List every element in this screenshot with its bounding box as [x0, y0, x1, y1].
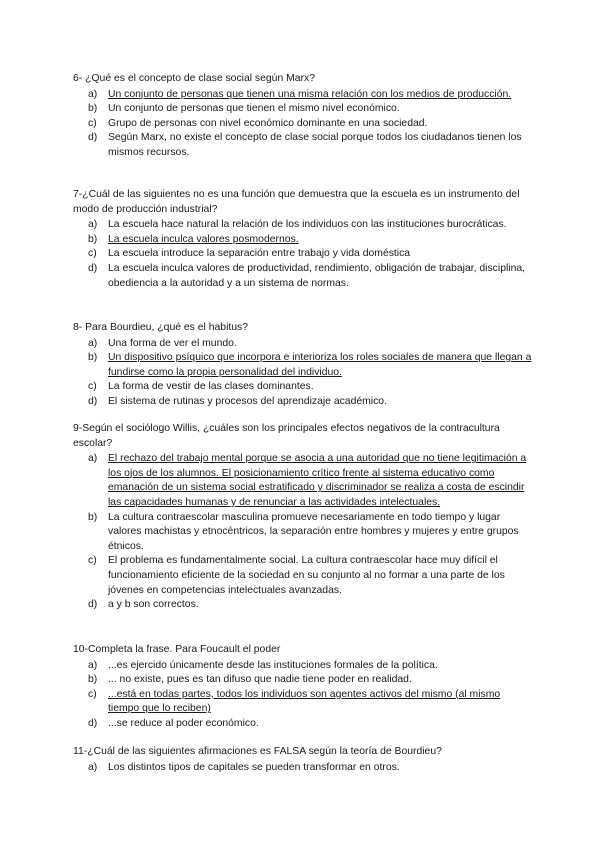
question-10: [73, 643, 533, 732]
option-a: [73, 761, 533, 776]
option-text-underlined: ...está en todas partes, todos los individuos son agentes activos del mismo (al mismo tiempo que lo reciben): [108, 688, 501, 715]
option-c: [73, 380, 533, 395]
option-text: ...se reduce al poder económico.: [108, 717, 259, 729]
option-text: La escuela introduce la separación entre trabajo y vida doméstica: [108, 248, 411, 260]
question-text: 10-Completa la frase. Para Foucault el poder: [73, 644, 281, 655]
option-a: [73, 337, 533, 352]
option-text: El sistema de rutinas y procesos del aprendizaje académico.: [108, 395, 387, 407]
option-text: Una forma de ver el mundo.: [108, 337, 237, 349]
option-label: c): [88, 248, 97, 260]
option-label: c): [88, 117, 97, 129]
option-label: b): [88, 674, 98, 686]
option-text: a y b son correctos.: [108, 599, 199, 611]
option-text: Los distintos tipos de capitales se pueden transformar en otros.: [108, 761, 400, 773]
option-label: a): [88, 219, 98, 231]
option-b: [73, 351, 533, 380]
option-text-underlined: Un conjunto de personas que tienen una misma relación con los medios de producción.: [108, 88, 512, 100]
option-a: [73, 452, 533, 510]
option-d: [73, 131, 533, 160]
option-label: a): [88, 761, 98, 773]
option-label: a): [88, 88, 98, 100]
question-6: [73, 72, 533, 161]
question-text: 8- Para Bourdieu, ¿qué es el habitus?: [73, 322, 249, 333]
option-a: [73, 88, 533, 103]
option-d: [73, 262, 533, 291]
question-text: 9-Según el sociólogo Willis, ¿cuáles son los principales efectos negativos de la contracultura escolar?: [73, 423, 500, 449]
option-label: b): [88, 103, 98, 115]
question-text: 11-¿Cuál de las siguientes afirmaciones es FALSA según la teoría de Bourdieu?: [73, 746, 442, 757]
option-text: La forma de vestir de las clases dominantes.: [108, 381, 314, 393]
option-text: La cultura contraescolar masculina promueve necesariamente en todo tiempo y lugar valores machistas y etnocéntricos, la separación entre hombres y mujeres y entre grupos étnicos.: [108, 511, 519, 552]
question-7: [73, 188, 533, 291]
option-c: [73, 117, 533, 132]
option-text-underlined: La escuela inculca valores posmodernos.: [108, 233, 299, 245]
option-c: [73, 688, 533, 717]
question-text: 6- ¿Qué es el concepto de clase social según Marx?: [73, 73, 315, 84]
option-label: d): [88, 717, 98, 729]
option-label: b): [88, 233, 98, 245]
option-label: c): [88, 688, 97, 700]
option-label: b): [88, 511, 98, 523]
option-label: c): [88, 555, 97, 567]
option-text: La escuela inculca valores de productividad, rendimiento, obligación de trabajar, disciplina, obediencia a la autoridad y a un sistema de normas.: [108, 262, 526, 289]
option-label: d): [88, 262, 98, 274]
question-11: [73, 745, 533, 775]
option-d: [73, 395, 533, 410]
option-d: [73, 717, 533, 732]
option-b: [73, 102, 533, 117]
option-c: [73, 554, 533, 598]
option-text: ... no existe, pues es tan difuso que nadie tiene poder en realidad.: [108, 674, 412, 686]
option-c: [73, 247, 533, 262]
option-text: Según Marx, no existe el concepto de clase social porque todos los ciudadanos tienen los mismos recursos.: [108, 132, 522, 158]
option-b: [73, 511, 533, 555]
option-b: [73, 233, 533, 248]
option-text: Grupo de personas con nivel económico dominante en una sociedad.: [108, 117, 428, 129]
option-label: a): [88, 659, 98, 671]
option-d: [73, 598, 533, 613]
option-label: a): [88, 337, 98, 349]
option-label: d): [88, 599, 98, 611]
option-b: [73, 673, 533, 688]
option-label: a): [88, 453, 98, 465]
option-text: El problema es fundamentalmente social. La cultura contraescolar hace muy difícil el funcionamiento eficiente de la sociedad en su conjunto al no formar a una parte de los jóvenes en competencias intelectuales avanzadas.: [108, 555, 505, 596]
option-text: La escuela hace natural la relación de los individuos con las instituciones burocráticas.: [108, 219, 507, 231]
option-text-underlined: Un dispositivo psíquico que incorpora e interioriza los roles sociales de manera que llegan a fundirse como la propia personalidad del individuo.: [108, 352, 532, 378]
option-label: d): [88, 132, 98, 144]
option-text-underlined: El rechazo del trabajo mental porque se asocia a una autoridad que no tiene legitimación a los ojos de los alumnos. El posicionamiento crítico frente al sistema educativo como emanación de un sistema social estratificado y discriminador se realiza a costa de escindir las capacidades humanas y de renunciar a las actividades intelectuales.: [108, 453, 527, 508]
option-label: c): [88, 381, 97, 393]
option-text: Un conjunto de personas que tienen el mismo nivel económico.: [108, 103, 400, 115]
option-label: d): [88, 395, 98, 407]
option-a: [73, 218, 533, 233]
option-text: ...es ejercido únicamente desde las instituciones formales de la política.: [108, 659, 438, 671]
option-a: [73, 659, 533, 674]
question-9: [73, 422, 533, 613]
option-label: b): [88, 352, 98, 364]
question-text: 7-¿Cuál de las siguientes no es una función que demuestra que la escuela es un instrumento del modo de producción industrial?: [73, 189, 520, 215]
question-8: [73, 321, 533, 410]
